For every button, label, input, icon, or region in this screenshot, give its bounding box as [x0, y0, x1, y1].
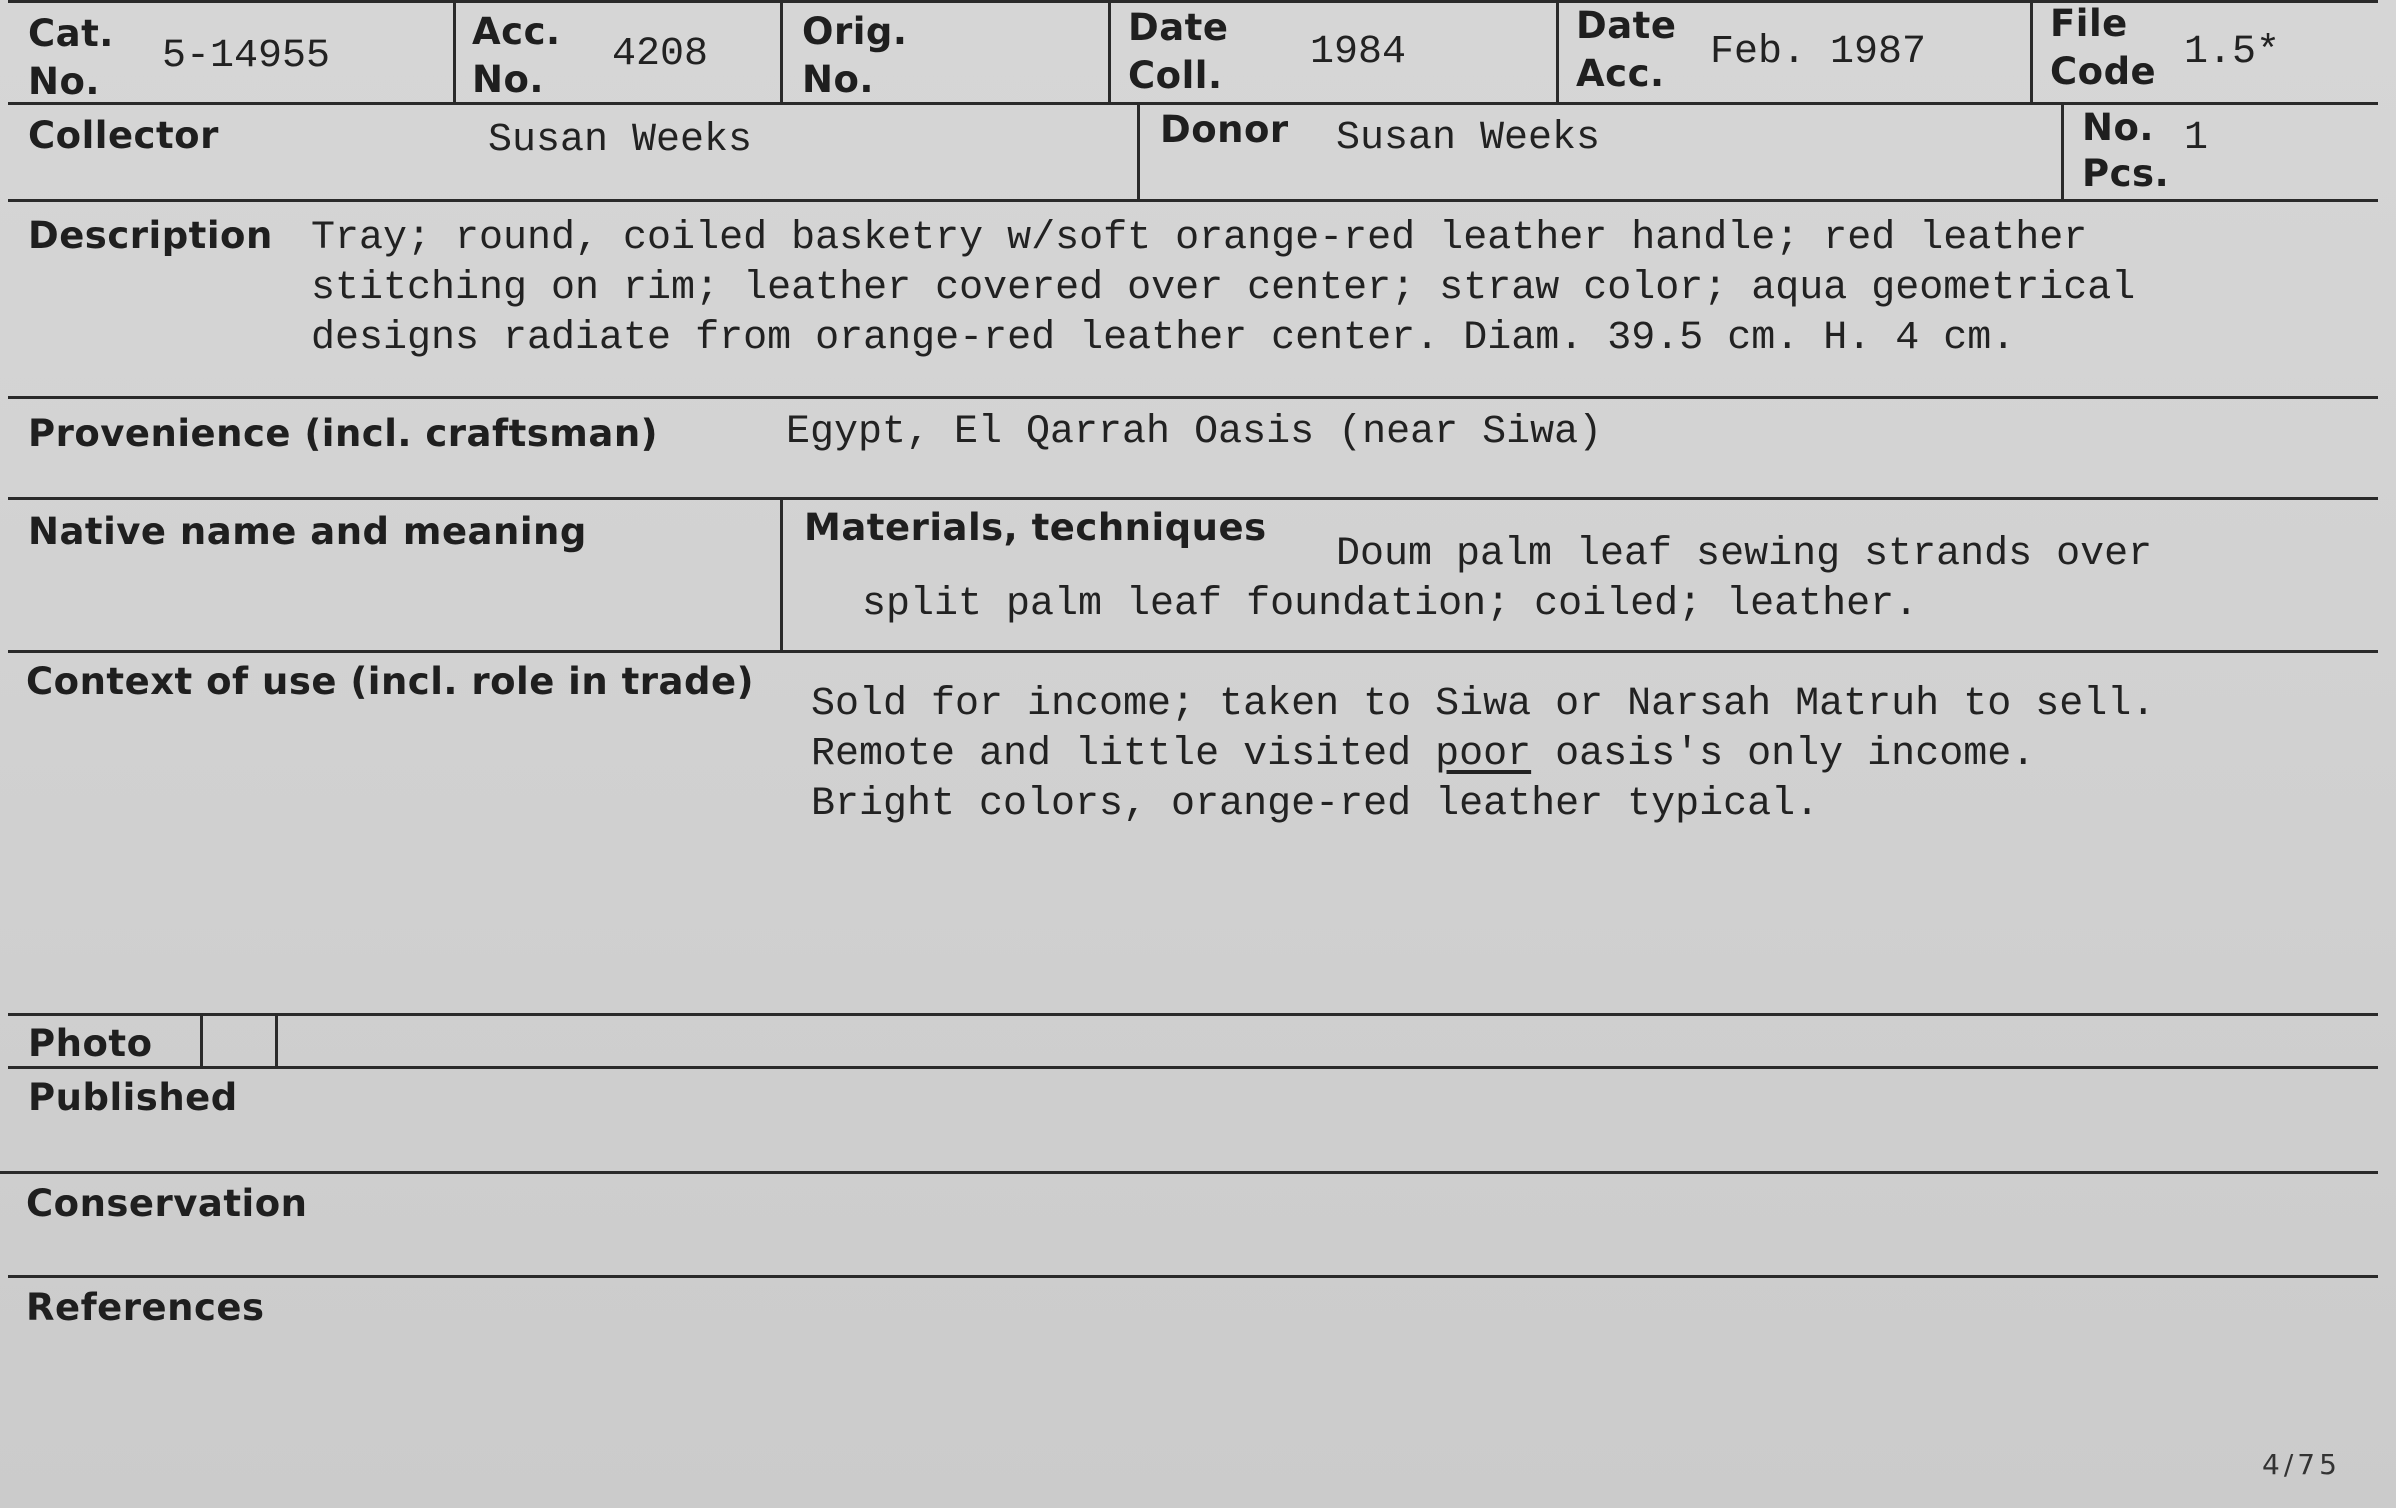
date-acc-value: Feb. 1987 [1710, 30, 1927, 75]
provenience-value: Egypt, El Qarrah Oasis (near Siwa) [786, 410, 1603, 455]
donor-label: Donor [1160, 108, 1289, 151]
photo-label: Photo [28, 1022, 153, 1065]
orig-no-label-bottom: No. [802, 58, 874, 101]
context-line-2 [811, 730, 2155, 780]
materials-line-2: split palm leaf foundation; coiled; leather. [862, 582, 1919, 627]
file-code-value: 1.5* [2184, 30, 2281, 75]
description-label: Description [28, 214, 273, 257]
description-line-3: designs radiate from orange-red leather center. Diam. 39.5 cm. H. 4 cm. [311, 316, 2016, 361]
cat-no-label-bottom: No. [28, 60, 100, 103]
rule-v-materials [780, 497, 783, 652]
native-name-label: Native name and meaning [28, 510, 587, 553]
rule-header-bottom [8, 102, 2378, 105]
references-label: References [26, 1286, 265, 1329]
rule-v-header-1 [453, 0, 456, 104]
file-code-label-top: File [2050, 2, 2128, 45]
acc-no-label-top: Acc. [472, 10, 561, 53]
pcs-label-bottom: Pcs. [2082, 152, 2170, 195]
context-underlined-word: poor [1435, 732, 1532, 777]
rule-v-photo-1 [200, 1013, 203, 1068]
acc-no-value: 4208 [612, 32, 709, 77]
description-line-2: stitching on rim; leather covered over center; straw color; aqua geometrical [311, 266, 2136, 311]
file-code-label-bottom: Code [2050, 50, 2157, 93]
date-coll-value: 1984 [1310, 30, 1407, 75]
context-line-3: Bright colors, orange-red leather typical. [811, 782, 1820, 827]
provenience-label: Provenience (incl. craftsman) [28, 412, 659, 455]
collector-value: Susan Weeks [488, 118, 753, 163]
acc-no-label-bottom: No. [472, 58, 544, 101]
rule-materials-bottom [8, 650, 2378, 653]
rule-conservation-bottom [8, 1275, 2378, 1278]
rule-row2-bottom [8, 199, 2378, 202]
description-line-1: Tray; round, coiled basketry w/soft orange-red leather handle; red leather [311, 216, 2088, 261]
cat-no-value: 5-14955 [162, 34, 331, 79]
rule-v-header-3 [1108, 0, 1111, 104]
orig-no-label-top: Orig. [802, 10, 908, 53]
rule-v-header-4 [1556, 0, 1559, 104]
description-text [311, 214, 2135, 364]
rule-context-bottom [8, 1013, 2378, 1016]
rule-top [8, 0, 2378, 3]
rule-photo-bottom [8, 1066, 2378, 1069]
rule-v-header-2 [780, 0, 783, 104]
materials-line-1: Doum palm leaf sewing strands over [1336, 532, 2153, 577]
rule-v-photo-2 [275, 1013, 278, 1068]
date-coll-label-bottom: Coll. [1128, 54, 1223, 97]
context-line-2-end: oasis's only income. [1531, 732, 2036, 777]
date-acc-label-top: Date [1576, 4, 1677, 47]
rule-provenience-bottom [8, 497, 2378, 500]
materials-label: Materials, techniques [804, 506, 1267, 549]
conservation-label: Conservation [26, 1182, 308, 1225]
collector-label: Collector [28, 114, 219, 157]
rule-description-bottom [8, 396, 2378, 399]
rule-published-bottom [0, 1171, 2378, 1174]
context-line-2-start: Remote and little visited [811, 732, 1436, 777]
pcs-label-top: No. [2082, 106, 2154, 149]
date-coll-label-top: Date [1128, 6, 1229, 49]
date-acc-label-bottom: Acc. [1576, 52, 1665, 95]
context-line-1: Sold for income; taken to Siwa or Narsah Matruh to sell. [811, 682, 2156, 727]
published-label: Published [28, 1076, 238, 1119]
cat-no-label-top: Cat. [28, 12, 114, 55]
context-text [811, 680, 2155, 830]
rule-v-header-5 [2030, 0, 2033, 104]
rule-v-row2-1 [1137, 102, 1140, 202]
context-label: Context of use (incl. role in trade) [26, 660, 754, 703]
pcs-value: 1 [2184, 116, 2209, 161]
form-code: 4/75 [2262, 1448, 2341, 1481]
rule-v-row2-2 [2061, 102, 2064, 202]
donor-value: Susan Weeks [1336, 116, 1601, 161]
